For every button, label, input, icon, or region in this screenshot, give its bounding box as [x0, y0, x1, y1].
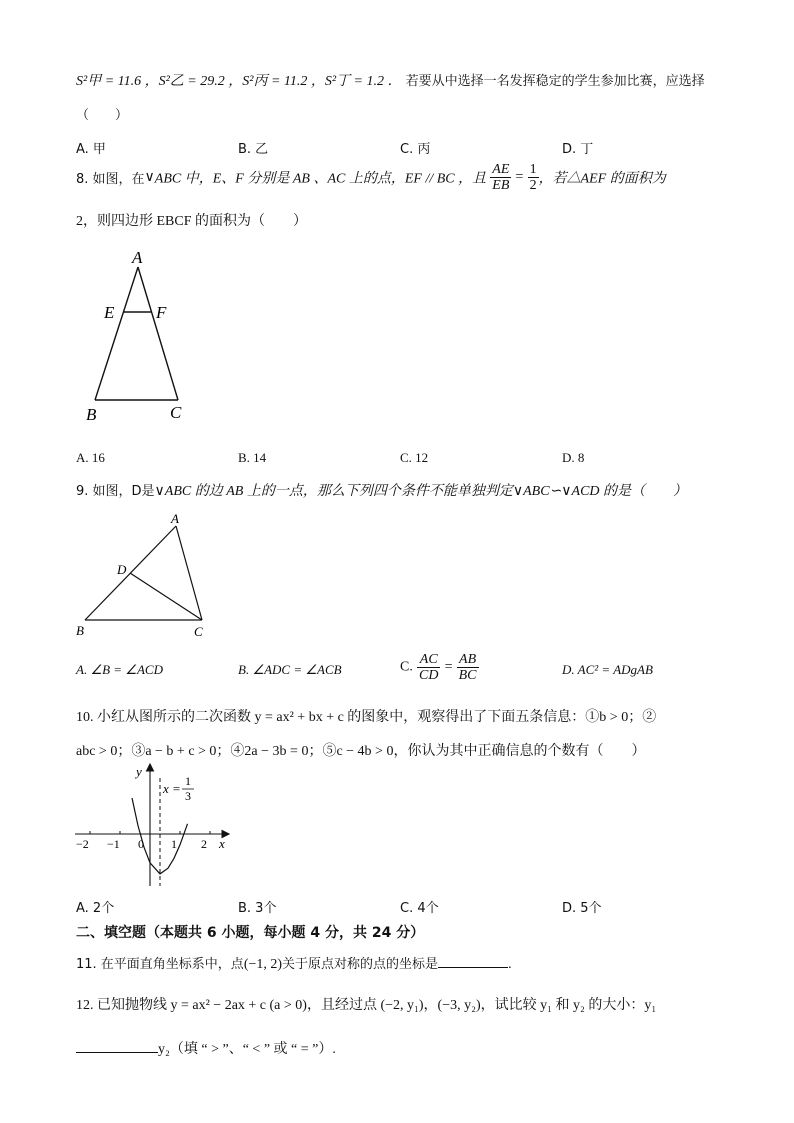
tick-neg2: −2: [76, 837, 89, 851]
q7-line: [76, 70, 705, 90]
q7-option-b: B. 乙: [238, 142, 269, 157]
tick-2: 2: [201, 837, 207, 851]
q9-label-b: B: [76, 623, 84, 638]
q8-label-b: B: [86, 405, 97, 424]
tick-0: 0: [138, 837, 144, 851]
q9-option-a: A. ∠B = ∠ACD: [76, 662, 163, 677]
y-axis-label: y: [136, 764, 142, 779]
q9-label-d: D: [117, 562, 127, 577]
q8-option-d: D. 8: [562, 450, 585, 465]
q11-text-a: 11. 在平面直角坐标系中，点: [76, 957, 244, 972]
q8-figure: [80, 245, 200, 425]
q10-option-a: A. 2个: [76, 901, 115, 916]
q9-frac-ac-cd: $\frac{AC}{CD}$: [418, 652, 439, 683]
q12-text: y₂（填 “ > ”、“ < ” 或 “ = ”）.: [158, 1042, 336, 1057]
triangle-symbol: ∨: [144, 170, 155, 185]
tick-1: 1: [171, 837, 177, 851]
q10-option-d: D. 5个: [562, 901, 602, 916]
q8-line2: 2，则四边形 EBCF 的面积为（ ）: [76, 214, 308, 229]
q9-text-c: ABC∽: [523, 484, 562, 499]
q7-paren: （ ）: [76, 108, 129, 123]
q10-line1: 10. 小红从图所示的二次函数 y = ax² + bx + c 的图象中，观察得出了下面五条信息：①b > 0；②: [76, 710, 657, 725]
axis-frac-num: 1: [185, 774, 191, 788]
q8-fraction-half: $\frac{1}{2}$: [529, 162, 537, 193]
q8-label-f: F: [156, 303, 167, 322]
q12-line1: 12. 已知抛物线 y = ax² − 2ax + c (a > 0)，且经过点 (−2, y₁)，(−3, y₂)，试比较 y₁ 和 y₂ 的大小：y₁: [76, 998, 657, 1013]
axis-label: x =: [163, 781, 181, 796]
tick-neg1: −1: [107, 837, 120, 851]
q10-option-c: C. 4个: [400, 901, 439, 916]
q8-label-e: E: [104, 303, 115, 322]
q8-label-c: C: [170, 403, 182, 422]
section-heading: 二、填空题（本题共 6 小题，每小题 4 分，共 24 分）: [76, 925, 425, 941]
q10-line2: abc > 0；③a − b + c > 0；④2a − 3b = 0；⑤c − 4b > 0，你认为其中正确信息的个数有（ ）: [76, 744, 646, 759]
q9-text-d: ACD 的是（ ）: [571, 484, 688, 499]
q8-option-b: B. 14: [238, 450, 267, 465]
axis-frac-den: 3: [185, 789, 191, 803]
q12-answer-blank[interactable]: [76, 1040, 158, 1053]
q8-label-a: A: [132, 248, 143, 267]
q9-option-b: B. ∠ADC = ∠ACB: [238, 662, 342, 677]
q8-text-d: ，若△AEF 的面积为: [538, 171, 666, 187]
q7-variances: S²甲 = 11.6 ，S²乙 = 29.2 ，S²丙 = 11.2 ，S²丁 = 1.2 ．: [76, 74, 402, 89]
q8-fraction-ae-eb: $\frac{AE}{EB}$: [492, 162, 510, 193]
q11-point: (−1, 2): [243, 957, 283, 972]
q9-label-a: A: [171, 511, 179, 526]
q7-option-a: A. 甲: [76, 142, 106, 157]
q10-parabola-figure: [70, 760, 235, 890]
q8-option-a: A. 16: [76, 450, 105, 465]
q8-text-c: E、F 分别是 AB 、AC 上的点，EF // BC ，且: [212, 171, 487, 187]
q8-option-c: C. 12: [400, 450, 429, 465]
q10-option-b: B. 3个: [238, 901, 277, 916]
q9-line: 9. 如图，D是∨ABC 的边 AB 上的一点，那么下列四个条件不能单独判定∨ABC∽∨ACD 的是（ ）: [76, 484, 688, 499]
q9-label-c: C: [194, 624, 203, 639]
q11-text-b: 关于原点对称的点的坐标是: [282, 957, 439, 972]
q9-text-a: 9. 如图，D是: [76, 484, 155, 499]
q9-text-b: ABC 的边 AB 上的一点，那么下列四个条件不能单独判定: [164, 484, 513, 499]
q9-frac-ab-bc: $\frac{AB}{BC}$: [458, 652, 477, 683]
x-axis-label: x: [219, 836, 225, 851]
q9-option-d: D. AC² = ADgAB: [562, 662, 653, 677]
q7-tail: 若要从中选择一名发挥稳定的学生参加比赛，应选择: [405, 74, 705, 89]
q8-text-b: ABC 中，: [154, 171, 213, 187]
q8-text-a: 8. 如图，在: [76, 172, 145, 187]
q8-line1: 8. 如图，在∨ABC 中，E、F 分别是 AB 、AC 上的点，EF // BC ，且 $\frac{AE}{EB}$ = $\frac{1}{2}$ ，若△AEF 的面积为: [76, 162, 666, 193]
q9-figure: [70, 508, 220, 643]
q7-option-d: D. 丁: [562, 142, 594, 157]
q12-line2: [76, 1038, 336, 1058]
q11-line: 11. 在平面直角坐标系中，点(−1, 2)关于原点对称的点的坐标是 .: [76, 957, 512, 972]
q9-option-c: C. $\frac{AC}{CD}$ = $\frac{AB}{BC}$: [400, 652, 477, 683]
q11-answer-blank[interactable]: [438, 955, 508, 968]
q7-option-c: C. 丙: [400, 142, 431, 157]
